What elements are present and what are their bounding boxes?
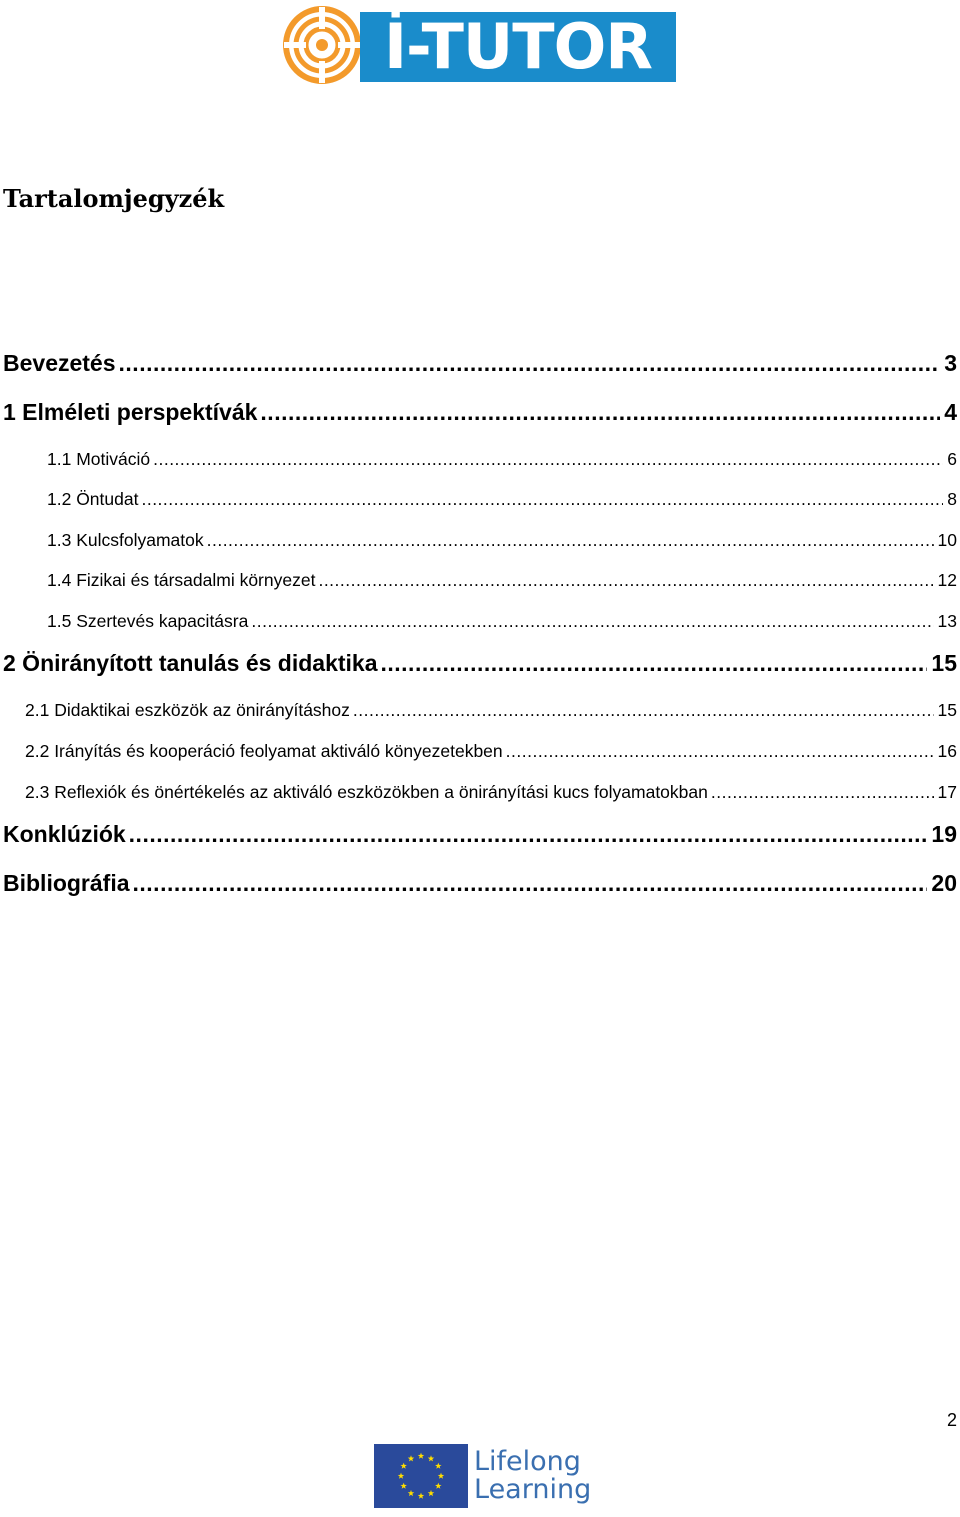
page-number: 2 xyxy=(946,1410,957,1430)
i-tutor-maze-icon xyxy=(282,4,362,86)
toc-entry[interactable] xyxy=(3,821,957,857)
toc-leader-dots xyxy=(153,449,943,470)
toc-entry-label: 2.2 Irányítás és kooperáció feolyamat aktiváló könyezetekben xyxy=(25,741,503,761)
i-tutor-logo xyxy=(282,4,678,86)
toc-entry[interactable] xyxy=(25,782,957,810)
toc-leader-dots xyxy=(251,611,933,632)
toc-entry-page: 4 xyxy=(944,399,957,425)
toc-entry-page: 17 xyxy=(937,782,957,802)
toc-leader-dots xyxy=(318,570,933,591)
toc-entry-label: 2.1 Didaktikai eszközök az önirányításhoz xyxy=(25,700,350,720)
i-tutor-logo-text: İ-TUTOR xyxy=(360,12,676,82)
toc-entry[interactable] xyxy=(25,741,957,769)
toc-leader-dots xyxy=(141,489,943,510)
toc-leader-dots xyxy=(506,741,934,762)
toc-title: Tartalomjegyzék xyxy=(3,184,225,213)
toc-entry-label: 1 Elméleti perspektívák xyxy=(3,399,258,425)
learning-text: Learning xyxy=(474,1474,592,1505)
lifelong-learning-logo xyxy=(374,1444,594,1514)
toc-entry[interactable] xyxy=(47,489,957,517)
toc-entry-label: 1.1 Motiváció xyxy=(47,449,151,469)
toc-entry-label: Bevezetés xyxy=(3,350,116,376)
toc-entry-page: 15 xyxy=(937,700,957,720)
toc-entry-label: 1.2 Öntudat xyxy=(47,489,139,509)
toc-entry[interactable] xyxy=(3,650,957,686)
toc-leader-dots xyxy=(133,870,928,897)
toc-entry-page: 8 xyxy=(947,489,957,509)
toc-entry-page: 12 xyxy=(937,570,957,590)
toc-entry-label: 2.3 Reflexiók és önértékelés az aktiváló eszközökben a önirányítási kucs folyamatokban xyxy=(25,782,708,802)
lifelong-learning-text xyxy=(474,1448,591,1504)
toc-entry-page: 6 xyxy=(947,449,957,469)
toc-leader-dots xyxy=(711,782,934,803)
eu-flag-icon xyxy=(374,1444,468,1508)
toc-leader-dots xyxy=(119,350,941,377)
toc-entry-label: 1.5 Szertevés kapacitásra xyxy=(47,611,249,631)
toc-entry-label: Bibliográfia xyxy=(3,870,130,896)
toc-leader-dots xyxy=(381,650,928,677)
toc-entry[interactable] xyxy=(47,570,957,598)
toc-entry-label: 1.4 Fizikai és társadalmi környezet xyxy=(47,570,316,590)
toc-entry[interactable] xyxy=(3,350,957,386)
toc-entry[interactable] xyxy=(47,530,957,558)
toc-entry-page: 13 xyxy=(937,611,957,631)
toc-entry-page: 20 xyxy=(931,870,957,896)
toc-entry-label: Konklúziók xyxy=(3,821,126,847)
toc-leader-dots xyxy=(207,530,934,551)
toc-leader-dots xyxy=(353,700,934,721)
toc-entry-label: 2 Önirányított tanulás és didaktika xyxy=(3,650,378,676)
toc-leader-dots xyxy=(260,399,940,426)
toc-entry[interactable] xyxy=(47,449,957,477)
toc-entry-page: 19 xyxy=(931,821,957,847)
toc-entry-page: 15 xyxy=(931,650,957,676)
toc-entry-page: 3 xyxy=(944,350,957,376)
toc-entry-page: 10 xyxy=(937,530,957,550)
lifelong-text: Lifelong xyxy=(474,1446,581,1477)
toc-entry[interactable] xyxy=(47,611,957,639)
toc-leader-dots xyxy=(129,821,928,848)
toc-entry-label: 1.3 Kulcsfolyamatok xyxy=(47,530,204,550)
toc-entry-page: 16 xyxy=(937,741,957,761)
toc-entry[interactable] xyxy=(25,700,957,728)
toc-entry[interactable] xyxy=(3,399,957,435)
toc-entry[interactable] xyxy=(3,870,957,906)
